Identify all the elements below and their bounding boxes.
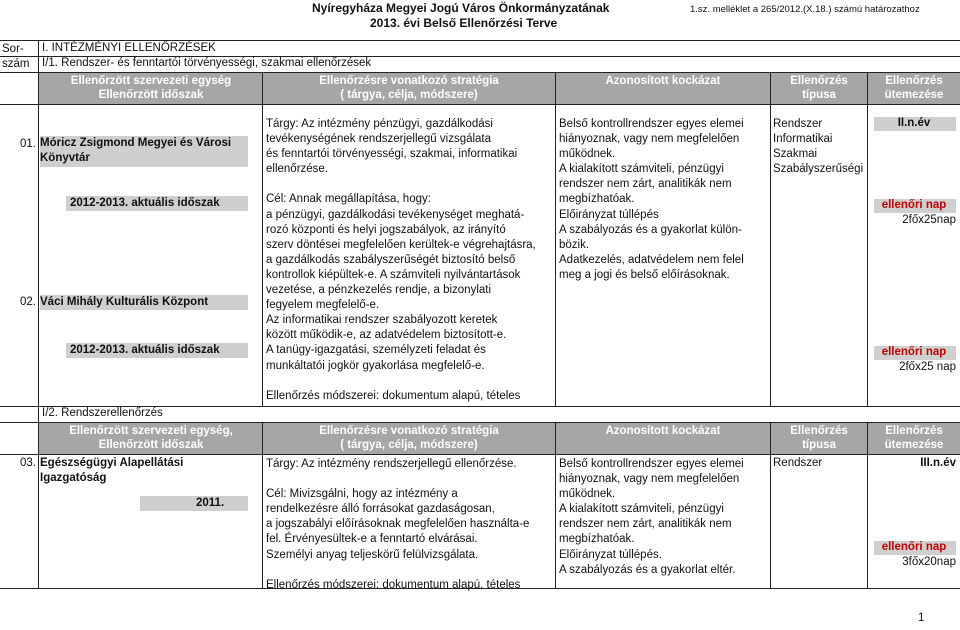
text-line: a gazdálkodás szabályszerűségét biztosító belső	[266, 253, 516, 266]
rule	[0, 104, 960, 105]
col-strategy-l1: Ellenőrzésre vonatkozó stratégia	[319, 75, 499, 87]
sched-label: ellenőri nap	[881, 541, 947, 553]
col-type-l2: típusa	[802, 89, 836, 101]
annex-reference: 1.sz. melléklet a 265/2012.(X.18.) számú határozathoz	[690, 4, 920, 15]
rule	[0, 422, 960, 423]
rule	[555, 422, 556, 588]
text-line: szerv döntései megfelelően kerültek-e végrehajtásra,	[266, 238, 536, 251]
text-line: Tárgy: Az intézmény rendszerjellegű ellenőrzése.	[266, 458, 517, 470]
col-sched-l2: ütemezése	[884, 89, 944, 101]
col-strategy-l2: ( tárgya, célja, módszere)	[340, 439, 478, 451]
sched-value: 3főx20nap	[902, 556, 956, 568]
col-strategy-l1: Ellenőrzésre vonatkozó stratégia	[319, 425, 499, 437]
text-line: meg a jogi és belső előírásoknak.	[559, 268, 730, 281]
rule	[555, 72, 556, 406]
sched-value: 2főx25nap	[902, 214, 956, 226]
col-unit-l1: Ellenőrzött szervezeti egység	[70, 75, 232, 87]
col-type-l1: Ellenőrzés	[790, 425, 848, 437]
text-line: ellenőrzése.	[266, 163, 329, 176]
sched-label: ellenőri nap	[881, 346, 947, 358]
unit-name: Igazgatóság	[40, 472, 107, 484]
text-line: kontrollok kiépültek-e. A számviteli nyilvántartások	[266, 268, 521, 281]
text-line: Előirányzat túllépés.	[559, 548, 662, 561]
text-line: a jogszabályi előírásoknak megfelelően használta-e	[266, 518, 530, 531]
rule	[770, 422, 771, 588]
col-type-l2: típusa	[802, 439, 836, 451]
text-line: hiányoznak, vagy nem megfelelően	[559, 473, 740, 486]
text-line: Ellenőrzés módszerei: dokumentum alapú, tételes	[266, 389, 521, 402]
unit-name: Könyvtár	[40, 152, 90, 164]
text-line: Cél: Mivizsgálni, hogy az intézmény a	[266, 488, 458, 501]
period-highlight	[140, 496, 248, 511]
page-number: 1	[918, 612, 925, 624]
text-line: munkáltatói jogkör gyakorlása megfelelő-e.	[266, 359, 485, 372]
col-risk: Azonosított kockázat	[605, 425, 721, 437]
col-unit-l2: Ellenőrzött időszak	[98, 439, 204, 451]
rule	[770, 72, 771, 406]
rule	[38, 422, 39, 588]
text-line: a pénzügyi, gazdálkodási tevékenységet meghatá-	[266, 208, 525, 221]
text-line: rendszer nem zárt, analitikák nem	[559, 178, 732, 191]
text-line: rendelkezésre álló forrásokat gazdaságosan,	[266, 503, 495, 516]
text-line: működnek.	[559, 148, 616, 161]
period: 2012-2013. aktuális időszak	[70, 197, 220, 209]
text-line: megbízhatóak.	[559, 193, 635, 206]
col-risk: Azonosított kockázat	[605, 75, 721, 87]
risk-text	[559, 117, 744, 283]
text-line	[266, 563, 529, 578]
col-strategy-l2: ( tárgya, célja, módszere)	[340, 89, 478, 101]
text-line: működnek.	[559, 488, 616, 501]
rule	[262, 422, 263, 588]
doc-title-line1: Nyíregyháza Megyei Jogú Város Önkormányzatának	[312, 1, 610, 15]
text-line: Informatikai	[773, 133, 833, 146]
text-line	[266, 472, 529, 487]
text-line: Tárgy: Az intézmény pénzügyi, gazdálkodási	[266, 118, 493, 130]
text-line: hiányoznak, vagy nem megfelelően	[559, 133, 740, 146]
col-sched-l2: ütemezése	[884, 439, 944, 451]
rule	[38, 72, 39, 406]
section-sub2: I/2. Rendszerellenőrzés	[42, 407, 163, 419]
text-line: Személyi anyag teljeskörű felülvizsgálata.	[266, 548, 479, 561]
text-line: bözik.	[559, 238, 590, 251]
sched-time: III.n.év	[920, 457, 956, 469]
text-line: fegyelem megfelelő-e.	[266, 299, 380, 312]
sor-label: Sor-	[2, 43, 24, 55]
type-text	[773, 117, 863, 177]
text-line: Rendszer	[773, 118, 823, 130]
col-unit-l2: Ellenőrzött időszak	[98, 89, 204, 101]
text-line: megbízhatóak.	[559, 533, 635, 546]
text-line: Szabályszerűségi	[773, 163, 864, 176]
text-line: Cél: Annak megállapítása, hogy:	[266, 193, 431, 206]
rule	[262, 72, 263, 406]
rule	[0, 454, 960, 455]
row-number: 01.	[20, 138, 36, 150]
text-line: Szakmai	[773, 148, 818, 161]
text-line: Belső kontrollrendszer egyes elemei	[559, 458, 744, 470]
text-line: rozó központi és helyi jogszabályok, az irányító	[266, 223, 506, 236]
text-line: Ellenőrzés módszerei: dokumentum alapú, tételes	[266, 578, 521, 591]
doc-title-line2: 2013. évi Belső Ellenőrzési Terve	[370, 16, 558, 30]
strategy-text	[266, 457, 529, 593]
text-line: között működik-e, az adatvédelem biztosított-e.	[266, 329, 507, 342]
sched-time: II.n.év	[897, 117, 931, 129]
text-line: Belső kontrollrendszer egyes elemei	[559, 118, 744, 130]
text-line: Adatkezelés, adatvédelem nem felel	[559, 253, 744, 266]
text-line: tevékenységének rendszerjellegű vizsgálata	[266, 133, 492, 146]
text-line: fel. Érvényesültek-e a fenntartó elvárásai.	[266, 533, 478, 546]
section-sub1: I/1. Rendszer- és fenntartói törvényességi, szakmai ellenőrzések	[42, 57, 372, 69]
col-unit-l1: Ellenőrzött szervezeti egység,	[69, 425, 233, 437]
strategy-text	[266, 117, 536, 404]
text-line: rendszer nem zárt, analitikák nem	[559, 518, 732, 531]
period: 2012-2013. aktuális időszak	[70, 344, 220, 356]
rule	[0, 72, 960, 73]
section-main: I. INTÉZMÉNYI ELLENŐRZÉSEK	[42, 42, 216, 54]
col-type-l1: Ellenőrzés	[790, 75, 848, 87]
text-line: vezetése, a pénzkezelés rendje, a bizonylati	[266, 284, 492, 297]
text-line: A szabályozás és a gyakorlat eltér.	[559, 563, 736, 576]
text-line: A kialakított számviteli, pénzügyi	[559, 503, 724, 516]
text-line	[266, 374, 536, 389]
szam-label: szám	[2, 58, 30, 70]
period: 2011.	[196, 497, 225, 509]
text-line: Az informatikai rendszer szabályozott keretek	[266, 314, 498, 327]
unit-name: Egészségügyi Alapellátási	[40, 457, 184, 469]
type-text: Rendszer	[773, 457, 823, 469]
unit-name: Móricz Zsigmond Megyei és Városi	[40, 137, 232, 149]
rule	[0, 40, 960, 41]
row-number: 03.	[20, 457, 36, 469]
unit-name: Váci Mihály Kulturális Központ	[40, 296, 209, 308]
text-line: A tanügy-igazgatási, személyzeti feladat és	[266, 344, 486, 357]
rule	[38, 406, 39, 422]
sched-label: ellenőri nap	[881, 199, 947, 211]
sched-value: 2főx25 nap	[899, 361, 956, 373]
row-number: 02.	[20, 296, 36, 308]
text-line: A kialakított számviteli, pénzügyi	[559, 163, 724, 176]
col-sched-l1: Ellenőrzés	[885, 75, 943, 87]
risk-text	[559, 457, 744, 578]
rule	[38, 40, 39, 72]
text-line	[266, 177, 536, 192]
col-sched-l1: Ellenőrzés	[885, 425, 943, 437]
text-line: A szabályozás és a gyakorlat külön-	[559, 223, 742, 236]
text-line: Előirányzat túllépés	[559, 208, 659, 221]
text-line: és fenntartói törvényességi, szakmai, informatikai	[266, 148, 518, 161]
